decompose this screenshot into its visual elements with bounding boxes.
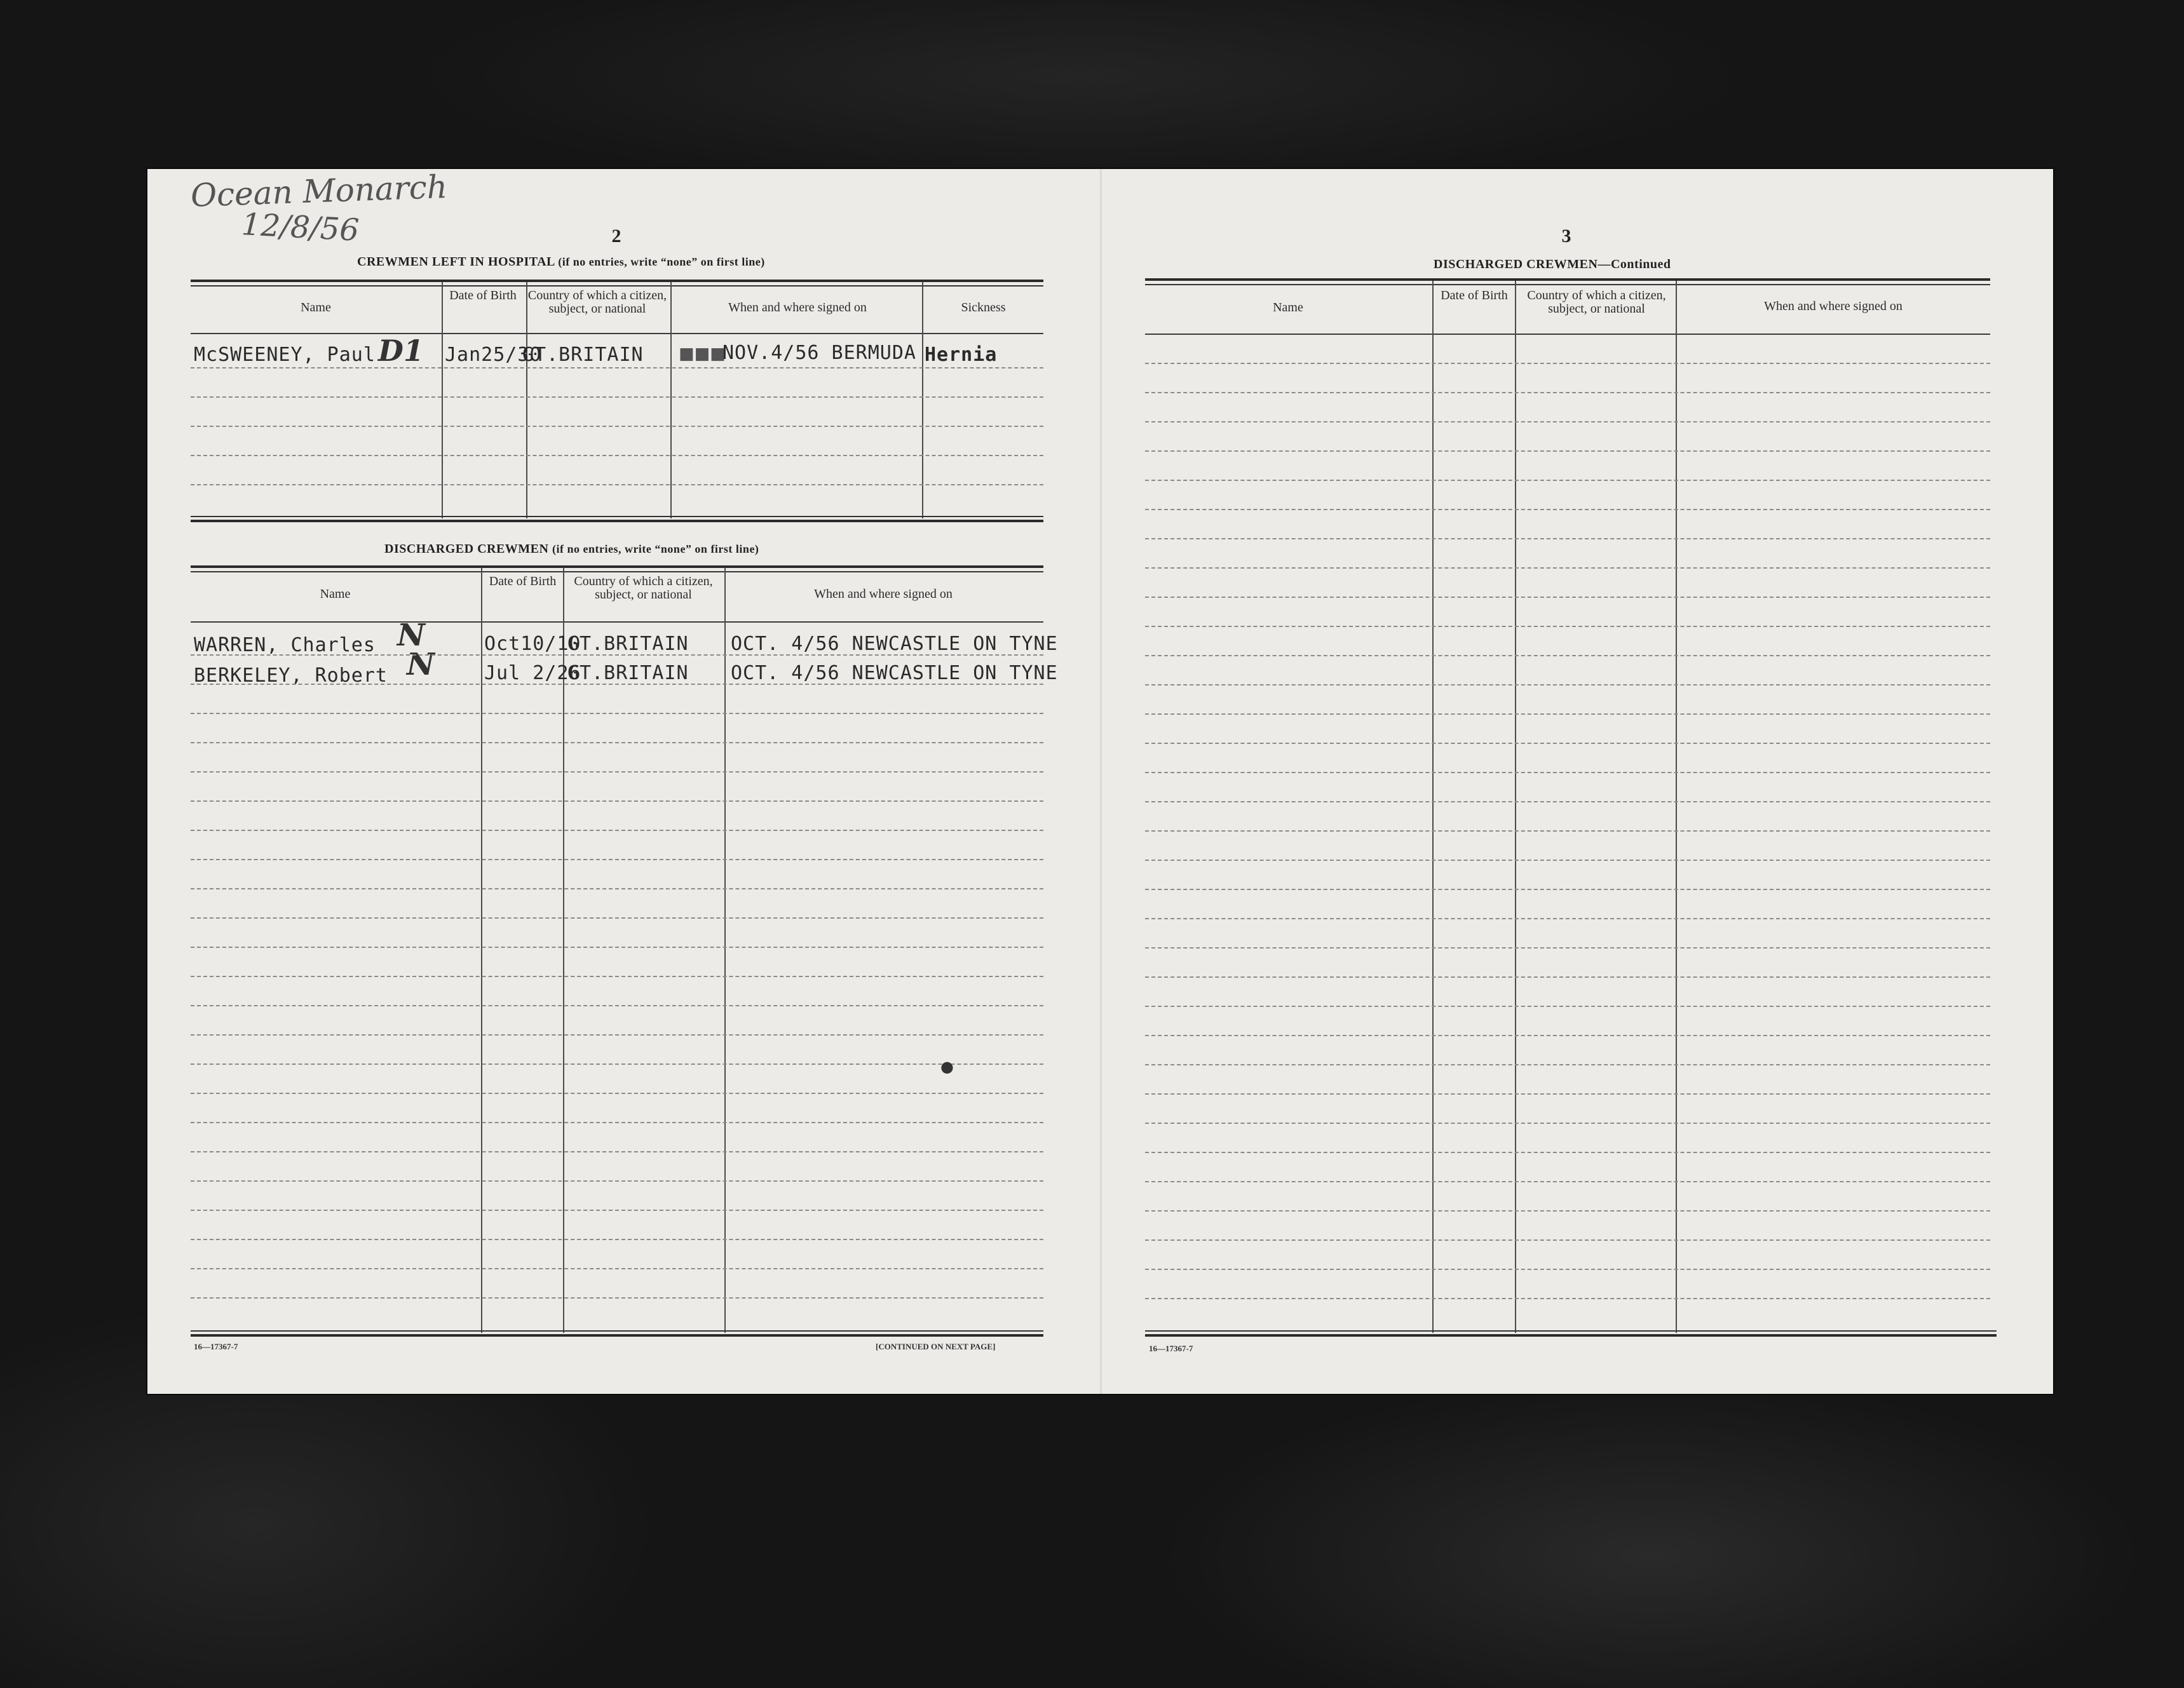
hospital-table-bottom-border: [191, 516, 1043, 517]
hospital-col-divider-2: [526, 282, 527, 518]
hospital-table-top-border-2: [191, 285, 1043, 287]
page3-rule: [1145, 772, 1990, 773]
hospital-row-sickness: Hernia: [925, 344, 998, 366]
hospital-rule: [191, 396, 1043, 398]
discharged-table-top-border-2: [191, 571, 1043, 572]
hospital-rule: [191, 484, 1043, 485]
hospital-header-name: Name: [301, 300, 331, 314]
discharged-row-2-signed: OCT. 4/56 NEWCASTLE ON TYNE: [731, 662, 1058, 684]
hospital-col-divider-3: [670, 282, 672, 518]
discharged-row-1-signed: OCT. 4/56 NEWCASTLE ON TYNE: [731, 633, 1058, 655]
page3-rule: [1145, 421, 1990, 422]
discharged-rule: [191, 684, 1043, 685]
discharged-rule: [191, 1268, 1043, 1269]
page3-col-divider-1: [1432, 281, 1434, 1333]
page3-rule: [1145, 1093, 1990, 1095]
discharged-rule: [191, 1034, 1043, 1036]
handwritten-vessel-name: Ocean Monarch: [190, 168, 448, 215]
hospital-rule: [191, 426, 1043, 427]
discharged-rule: [191, 1063, 1043, 1065]
discharged-rule: [191, 1122, 1043, 1123]
page3-table-bottom-border-2: [1145, 1334, 1997, 1337]
discharged-rule: [191, 859, 1043, 860]
discharged-row-1-mark: N: [397, 618, 425, 653]
discharged-rule: [191, 947, 1043, 948]
page3-rule: [1145, 567, 1990, 569]
page3-form-number: 16—17367-7: [1149, 1344, 1193, 1353]
page2-form-number: 16—17367-7: [194, 1342, 238, 1351]
page3-header-signed: When and where signed on: [1764, 299, 1903, 313]
page3-rule: [1145, 450, 1990, 452]
discharged-col-divider-1: [481, 568, 482, 1333]
discharged-rule: [191, 771, 1043, 773]
page3-rule: [1145, 1298, 1990, 1299]
hospital-table-top-border: [191, 280, 1043, 282]
discharged-row-1-name: WARREN, Charles: [194, 634, 376, 656]
page3-rule: [1145, 860, 1990, 861]
hospital-col-divider-1: [442, 282, 443, 518]
page3-rule: [1145, 801, 1990, 802]
hospital-row-country: GT.BRITAIN: [522, 344, 644, 366]
page3-rule: [1145, 1239, 1990, 1241]
hospital-table-bottom-border-2: [191, 520, 1043, 522]
discharged-row-2-name: BERKELEY, Robert: [194, 665, 388, 687]
discharged-header-country: Country of which a citizen, subject, or national: [574, 574, 713, 602]
discharged-rule: [191, 1005, 1043, 1006]
page3-rule: [1145, 889, 1990, 890]
discharged-title-text: DISCHARGED CREWMEN: [384, 542, 549, 556]
hospital-instruction: (if no entries, write “none” on first line): [558, 255, 765, 268]
discharged-row-2-country: GT.BRITAIN: [567, 662, 689, 684]
page3-table-bottom-border: [1145, 1330, 1997, 1332]
page3-rule: [1145, 1152, 1990, 1153]
ink-blot: ●: [940, 1058, 954, 1076]
discharged-header-dob: Date of Birth: [489, 574, 557, 588]
page3-rule: [1145, 684, 1990, 685]
page3-rule: [1145, 976, 1990, 978]
page3-header-bottom: [1145, 334, 1990, 335]
discharged-row-1-dob: Oct10/10: [484, 633, 581, 655]
page3-rule: [1145, 918, 1990, 919]
page3-section-title: DISCHARGED CREWMEN—Continued: [1434, 257, 1671, 271]
discharged-rule: [191, 654, 1043, 656]
hospital-header-sickness: Sickness: [961, 300, 1006, 314]
page3-col-divider-2: [1515, 281, 1516, 1333]
discharged-row-2-dob: Jul 2/26: [484, 662, 581, 684]
discharged-rule: [191, 830, 1043, 831]
page3-rule: [1145, 480, 1990, 481]
page3-rule: [1145, 947, 1990, 949]
hospital-row-strikeout: ■■■: [679, 344, 726, 363]
page3-rule: [1145, 626, 1990, 627]
handwritten-date: 12/8/56: [240, 206, 360, 248]
page3-rule: [1145, 1210, 1990, 1212]
page3-rule: [1145, 743, 1990, 744]
continued-notice: [CONTINUED ON NEXT PAGE]: [876, 1342, 996, 1351]
hospital-col-divider-4: [922, 282, 923, 518]
page3-rule: [1145, 713, 1990, 715]
discharged-table-top-border: [191, 565, 1043, 568]
discharged-rule: [191, 800, 1043, 802]
discharged-rule: [191, 917, 1043, 919]
page3-header-dob: Date of Birth: [1441, 288, 1508, 302]
discharged-row-2-mark: N: [407, 647, 435, 682]
page3-header-name: Name: [1273, 300, 1303, 314]
page3-rule: [1145, 392, 1990, 393]
hospital-row-name: McSWEENEY, Paul: [194, 344, 376, 366]
page3-rule: [1145, 1035, 1990, 1036]
discharged-rule: [191, 976, 1043, 977]
discharged-header-bottom: [191, 621, 1043, 623]
discharged-instruction: (if no entries, write “none” on first line): [552, 543, 759, 555]
hospital-rule: [191, 367, 1043, 368]
discharged-col-divider-3: [724, 568, 726, 1333]
hospital-row-signed: NOV.4/56 BERMUDA: [722, 342, 916, 364]
hospital-header-bottom: [191, 333, 1043, 334]
discharged-rule: [191, 1210, 1043, 1211]
discharged-rule: [191, 1180, 1043, 1182]
discharged-section-title: [384, 542, 759, 557]
page3-rule: [1145, 509, 1990, 510]
page3-rule: [1145, 538, 1990, 539]
hospital-section-title: [357, 255, 765, 269]
page-fold: [1100, 169, 1102, 1394]
page3-rule: [1145, 363, 1990, 364]
page3-rule: [1145, 1181, 1990, 1182]
page-number-3: 3: [1561, 226, 1571, 246]
page3-rule: [1145, 1269, 1990, 1270]
discharged-rule: [191, 1151, 1043, 1152]
page3-rule: [1145, 1123, 1990, 1124]
hospital-row-mark: D1: [378, 334, 424, 368]
discharged-rule: [191, 888, 1043, 889]
page3-header-country: Country of which a citizen, subject, or national: [1527, 288, 1666, 316]
hospital-title-text: CREWMEN LEFT IN HOSPITAL: [357, 255, 555, 269]
page3-rule: [1145, 597, 1990, 598]
hospital-rule: [191, 455, 1043, 456]
hospital-header-signed: When and where signed on: [728, 300, 867, 314]
discharged-rule: [191, 1297, 1043, 1299]
page3-col-divider-3: [1676, 281, 1677, 1333]
hospital-header-country: Country of which a citizen, subject, or national: [527, 288, 667, 316]
discharged-rule: [191, 742, 1043, 743]
discharged-rule: [191, 1093, 1043, 1094]
hospital-row-dob: Jan25/30: [445, 344, 542, 366]
discharged-row-1-country: GT.BRITAIN: [567, 633, 689, 655]
page3-rule: [1145, 1064, 1990, 1065]
discharged-rule: [191, 713, 1043, 714]
discharged-header-signed: When and where signed on: [814, 587, 953, 601]
page3-rule: [1145, 830, 1990, 832]
page-number-2: 2: [611, 226, 621, 246]
discharged-table-bottom-border-2: [191, 1334, 1043, 1337]
discharged-rule: [191, 1239, 1043, 1240]
hospital-header-dob: Date of Birth: [449, 288, 517, 302]
page3-table-top-border: [1145, 278, 1990, 281]
page3-rule: [1145, 655, 1990, 656]
page3-rule: [1145, 1006, 1990, 1007]
page3-table-top-border-2: [1145, 284, 1990, 285]
discharged-table-bottom-border: [191, 1330, 1043, 1332]
discharged-header-name: Name: [320, 587, 351, 601]
